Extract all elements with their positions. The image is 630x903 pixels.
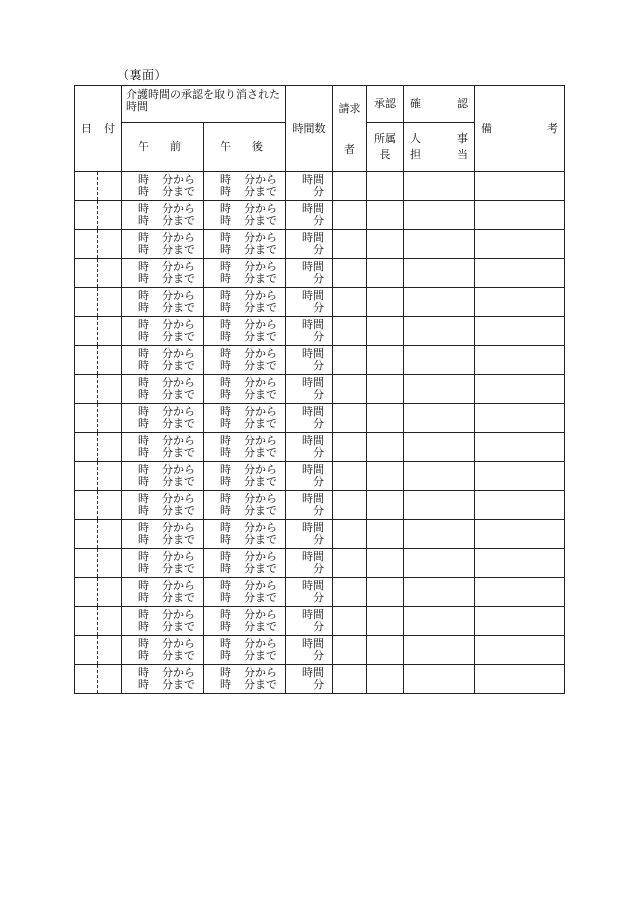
date-cell[interactable] [75, 317, 122, 346]
am-time-cell[interactable]: 時 分から 時 分まで [122, 636, 204, 665]
requester-cell[interactable] [333, 491, 367, 520]
table-row [75, 636, 565, 665]
hours-cell[interactable]: 時間 分 [286, 520, 333, 549]
hr-staff-cell[interactable] [404, 636, 475, 665]
dept-head-cell[interactable] [367, 636, 404, 665]
date-cell[interactable] [75, 433, 122, 462]
am-time-cell[interactable]: 時 分から 時 分まで [122, 607, 204, 636]
table-row [75, 665, 565, 694]
table-row [75, 317, 565, 346]
hr-staff-cell[interactable] [404, 346, 475, 375]
dept-head-cell[interactable] [367, 259, 404, 288]
table-row [75, 578, 565, 607]
requester-cell[interactable] [333, 549, 367, 578]
am-time-cell[interactable]: 時 分から 時 分まで [122, 317, 204, 346]
table-row [75, 462, 565, 491]
remarks-cell[interactable] [475, 665, 565, 694]
requester-cell[interactable] [333, 578, 367, 607]
remarks-cell[interactable] [475, 607, 565, 636]
dept-head-cell[interactable] [367, 230, 404, 259]
dept-head-cell[interactable] [367, 520, 404, 549]
am-header: 午 前 [122, 123, 204, 172]
hours-cell[interactable]: 時間 分 [286, 346, 333, 375]
dept-head-cell[interactable] [367, 172, 404, 201]
pm-time-cell[interactable]: 時 分から 時 分まで [204, 230, 286, 259]
date-cell[interactable] [75, 230, 122, 259]
requester-cell[interactable] [333, 404, 367, 433]
remarks-cell[interactable] [475, 172, 565, 201]
remarks-cell[interactable] [475, 259, 565, 288]
am-time-cell[interactable]: 時 分から 時 分まで [122, 578, 204, 607]
date-cell[interactable] [75, 520, 122, 549]
date-header: 日 付 [75, 86, 122, 172]
dept-head-cell[interactable] [367, 578, 404, 607]
hr-staff-cell[interactable] [404, 404, 475, 433]
requester-cell[interactable] [333, 172, 367, 201]
pm-time-cell[interactable]: 時 分から 時 分まで [204, 491, 286, 520]
remarks-cell[interactable] [475, 404, 565, 433]
pm-time-cell[interactable]: 時 分から 時 分まで [204, 549, 286, 578]
remarks-cell[interactable] [475, 520, 565, 549]
requester-cell[interactable] [333, 462, 367, 491]
hr-staff-header: 人 事 担 当 [404, 123, 475, 172]
table-row [75, 259, 565, 288]
hr-staff-cell[interactable] [404, 375, 475, 404]
remarks-header: 備 考 [475, 86, 565, 172]
hr-staff-cell[interactable] [404, 317, 475, 346]
pm-time-cell[interactable]: 時 分から 時 分まで [204, 462, 286, 491]
pm-time-cell[interactable]: 時 分から 時 分まで [204, 433, 286, 462]
requester-cell[interactable] [333, 665, 367, 694]
am-time-cell[interactable]: 時 分から 時 分まで [122, 375, 204, 404]
hours-cell[interactable]: 時間 分 [286, 259, 333, 288]
requester-cell[interactable] [333, 346, 367, 375]
hours-cell[interactable]: 時間 分 [286, 491, 333, 520]
am-time-cell[interactable]: 時 分から 時 分まで [122, 288, 204, 317]
remarks-cell[interactable] [475, 230, 565, 259]
pm-time-cell[interactable]: 時 分から 時 分まで [204, 636, 286, 665]
remarks-cell[interactable] [475, 201, 565, 230]
requester-cell[interactable] [333, 520, 367, 549]
cancelled-time-header: 介護時間の承認を取り消された時間 [122, 86, 286, 123]
remarks-cell[interactable] [475, 375, 565, 404]
table-row [75, 201, 565, 230]
table-row [75, 520, 565, 549]
dept-head-cell[interactable] [367, 549, 404, 578]
hours-cell[interactable]: 時間 分 [286, 230, 333, 259]
hr-staff-cell[interactable] [404, 462, 475, 491]
hr-staff-cell[interactable] [404, 549, 475, 578]
hours-cell[interactable]: 時間 分 [286, 172, 333, 201]
am-time-cell[interactable]: 時 分から 時 分まで [122, 665, 204, 694]
hours-cell[interactable]: 時間 分 [286, 404, 333, 433]
remarks-cell[interactable] [475, 636, 565, 665]
am-time-cell[interactable]: 時 分から 時 分まで [122, 201, 204, 230]
table-row [75, 433, 565, 462]
pm-time-cell[interactable]: 時 分から 時 分まで [204, 665, 286, 694]
remarks-cell[interactable] [475, 462, 565, 491]
am-time-cell[interactable]: 時 分から 時 分まで [122, 230, 204, 259]
pm-time-cell[interactable]: 時 分から 時 分まで [204, 346, 286, 375]
dept-head-cell[interactable] [367, 665, 404, 694]
pm-time-cell[interactable]: 時 分から 時 分まで [204, 201, 286, 230]
dept-head-cell[interactable] [367, 288, 404, 317]
pm-time-cell[interactable]: 時 分から 時 分まで [204, 607, 286, 636]
hours-header: 時間数 [286, 86, 333, 172]
hours-cell[interactable]: 時間 分 [286, 549, 333, 578]
pm-time-cell[interactable]: 時 分から 時 分まで [204, 404, 286, 433]
hours-cell[interactable]: 時間 分 [286, 665, 333, 694]
hr-staff-cell[interactable] [404, 230, 475, 259]
remarks-cell[interactable] [475, 549, 565, 578]
hr-staff-cell[interactable] [404, 433, 475, 462]
pm-time-cell[interactable]: 時 分から 時 分まで [204, 259, 286, 288]
date-cell[interactable] [75, 375, 122, 404]
care-time-cancellation-table [74, 85, 565, 694]
date-cell[interactable] [75, 462, 122, 491]
date-cell[interactable] [75, 549, 122, 578]
hours-cell[interactable]: 時間 分 [286, 607, 333, 636]
date-cell[interactable] [75, 665, 122, 694]
remarks-cell[interactable] [475, 433, 565, 462]
table-row [75, 375, 565, 404]
am-time-cell[interactable]: 時 分から 時 分まで [122, 433, 204, 462]
table-row [75, 230, 565, 259]
am-time-cell[interactable]: 時 分から 時 分まで [122, 462, 204, 491]
requester-header: 請求 者 [333, 86, 367, 172]
date-cell[interactable] [75, 259, 122, 288]
hours-cell[interactable]: 時間 分 [286, 578, 333, 607]
hr-staff-cell[interactable] [404, 491, 475, 520]
dept-head-cell[interactable] [367, 375, 404, 404]
dept-head-cell[interactable] [367, 201, 404, 230]
date-cell[interactable] [75, 288, 122, 317]
table-row [75, 607, 565, 636]
dept-head-header: 所属 長 [367, 123, 404, 172]
hr-staff-cell[interactable] [404, 520, 475, 549]
dept-head-cell[interactable] [367, 491, 404, 520]
date-cell[interactable] [75, 201, 122, 230]
dept-head-cell[interactable] [367, 607, 404, 636]
hours-cell[interactable]: 時間 分 [286, 317, 333, 346]
requester-cell[interactable] [333, 607, 367, 636]
am-time-cell[interactable]: 時 分から 時 分まで [122, 346, 204, 375]
date-cell[interactable] [75, 404, 122, 433]
remarks-cell[interactable] [475, 491, 565, 520]
hr-staff-cell[interactable] [404, 578, 475, 607]
remarks-cell[interactable] [475, 317, 565, 346]
confirm-header: 確 認 [404, 86, 475, 123]
am-time-cell[interactable]: 時 分から 時 分まで [122, 491, 204, 520]
dept-head-cell[interactable] [367, 317, 404, 346]
pm-time-cell[interactable]: 時 分から 時 分まで [204, 288, 286, 317]
requester-cell[interactable] [333, 288, 367, 317]
table-row [75, 404, 565, 433]
am-time-cell[interactable]: 時 分から 時 分まで [122, 172, 204, 201]
am-time-cell[interactable]: 時 分から 時 分まで [122, 549, 204, 578]
date-cell[interactable] [75, 607, 122, 636]
hr-staff-cell[interactable] [404, 259, 475, 288]
date-cell[interactable] [75, 578, 122, 607]
am-time-cell[interactable]: 時 分から 時 分まで [122, 259, 204, 288]
am-time-cell[interactable]: 時 分から 時 分まで [122, 404, 204, 433]
hr-staff-cell[interactable] [404, 172, 475, 201]
table-row [75, 549, 565, 578]
requester-cell[interactable] [333, 375, 367, 404]
pm-time-cell[interactable]: 時 分から 時 分まで [204, 375, 286, 404]
hr-staff-cell[interactable] [404, 288, 475, 317]
dept-head-cell[interactable] [367, 346, 404, 375]
hours-cell[interactable]: 時間 分 [286, 462, 333, 491]
hours-cell[interactable]: 時間 分 [286, 433, 333, 462]
date-cell[interactable] [75, 346, 122, 375]
hr-staff-cell[interactable] [404, 607, 475, 636]
approval-header: 承認 [367, 86, 404, 123]
requester-cell[interactable] [333, 433, 367, 462]
requester-cell[interactable] [333, 636, 367, 665]
date-cell[interactable] [75, 491, 122, 520]
remarks-cell[interactable] [475, 288, 565, 317]
pm-time-cell[interactable]: 時 分から 時 分まで [204, 520, 286, 549]
hours-cell[interactable]: 時間 分 [286, 375, 333, 404]
requester-cell[interactable] [333, 230, 367, 259]
hours-cell[interactable]: 時間 分 [286, 288, 333, 317]
requester-cell[interactable] [333, 201, 367, 230]
am-time-cell[interactable]: 時 分から 時 分まで [122, 520, 204, 549]
table-row [75, 172, 565, 201]
hr-staff-cell[interactable] [404, 665, 475, 694]
pm-header: 午 後 [204, 123, 286, 172]
reverse-side-label: （裏面） [117, 68, 168, 82]
hr-staff-cell[interactable] [404, 201, 475, 230]
remarks-cell[interactable] [475, 578, 565, 607]
hours-cell[interactable]: 時間 分 [286, 201, 333, 230]
pm-time-cell[interactable]: 時 分から 時 分まで [204, 317, 286, 346]
pm-time-cell[interactable]: 時 分から 時 分まで [204, 578, 286, 607]
table-row [75, 346, 565, 375]
requester-cell[interactable] [333, 317, 367, 346]
table-row [75, 491, 565, 520]
table-row [75, 288, 565, 317]
dept-head-cell[interactable] [367, 462, 404, 491]
date-cell[interactable] [75, 172, 122, 201]
hours-cell[interactable]: 時間 分 [286, 636, 333, 665]
date-cell[interactable] [75, 636, 122, 665]
dept-head-cell[interactable] [367, 404, 404, 433]
requester-cell[interactable] [333, 259, 367, 288]
dept-head-cell[interactable] [367, 433, 404, 462]
pm-time-cell[interactable]: 時 分から 時 分まで [204, 172, 286, 201]
remarks-cell[interactable] [475, 346, 565, 375]
